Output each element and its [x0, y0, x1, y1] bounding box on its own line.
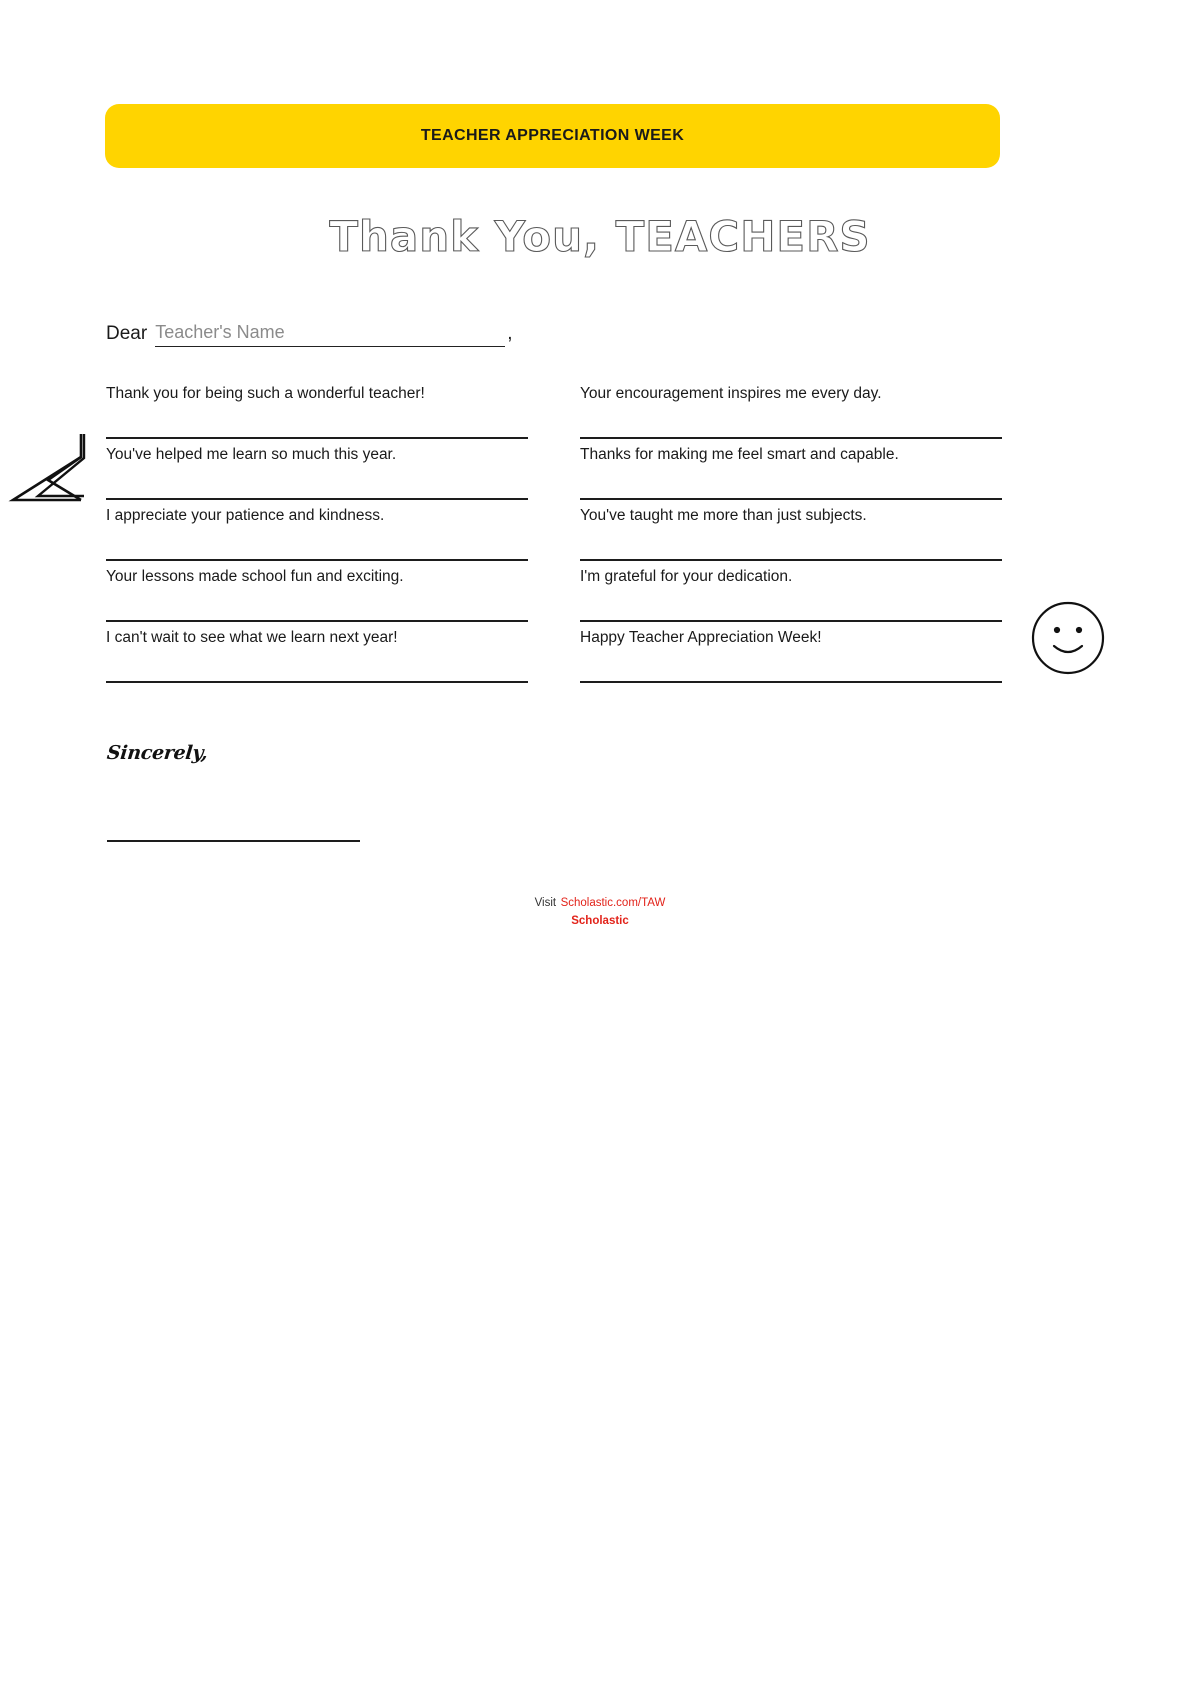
message-line[interactable] — [580, 561, 1002, 622]
smiley-face-icon — [1030, 600, 1106, 676]
salutation-label: Dear — [106, 323, 148, 344]
footer-visit-label: Visit — [534, 897, 557, 909]
footer — [0, 893, 1200, 927]
footer-url-link[interactable]: Scholastic.com/TAW — [560, 897, 666, 909]
message-text: Your lessons made school fun and exciting. — [106, 568, 404, 585]
message-text: You've taught me more than just subjects. — [580, 507, 867, 524]
closing-sincerely: Sincerely, — [105, 742, 209, 764]
page-title: Thank You, TEACHERS — [329, 212, 871, 261]
teacher-name-input[interactable]: Teacher's Name — [155, 322, 505, 347]
message-line[interactable] — [580, 378, 1002, 439]
message-line[interactable] — [580, 439, 1002, 500]
message-line[interactable] — [106, 561, 528, 622]
message-text: Thanks for making me feel smart and capable. — [580, 446, 899, 463]
message-line[interactable] — [106, 378, 528, 439]
message-text: I'm grateful for your dedication. — [580, 568, 793, 585]
message-line[interactable] — [580, 622, 1002, 683]
salutation-comma: , — [507, 323, 513, 344]
signature-line[interactable] — [107, 840, 360, 842]
header-banner — [105, 104, 1000, 168]
chevron-left-icon — [4, 428, 88, 506]
message-text: Thank you for being such a wonderful teacher! — [106, 385, 425, 402]
message-text: I can't wait to see what we learn next year! — [106, 629, 398, 646]
message-text: You've helped me learn so much this year. — [106, 446, 397, 463]
message-text: Happy Teacher Appreciation Week! — [580, 629, 822, 646]
message-line[interactable] — [106, 622, 528, 683]
message-grid — [106, 378, 1002, 683]
scholastic-logo: Scholastic — [571, 915, 629, 927]
message-line[interactable] — [106, 500, 528, 561]
message-line[interactable] — [106, 439, 528, 500]
message-line[interactable] — [580, 500, 1002, 561]
message-text: I appreciate your patience and kindness. — [106, 507, 385, 524]
message-text: Your encouragement inspires me every day. — [580, 385, 882, 402]
salutation-row — [106, 322, 512, 347]
headline-container — [0, 212, 1200, 261]
banner-title: TEACHER APPRECIATION WEEK — [420, 127, 685, 144]
